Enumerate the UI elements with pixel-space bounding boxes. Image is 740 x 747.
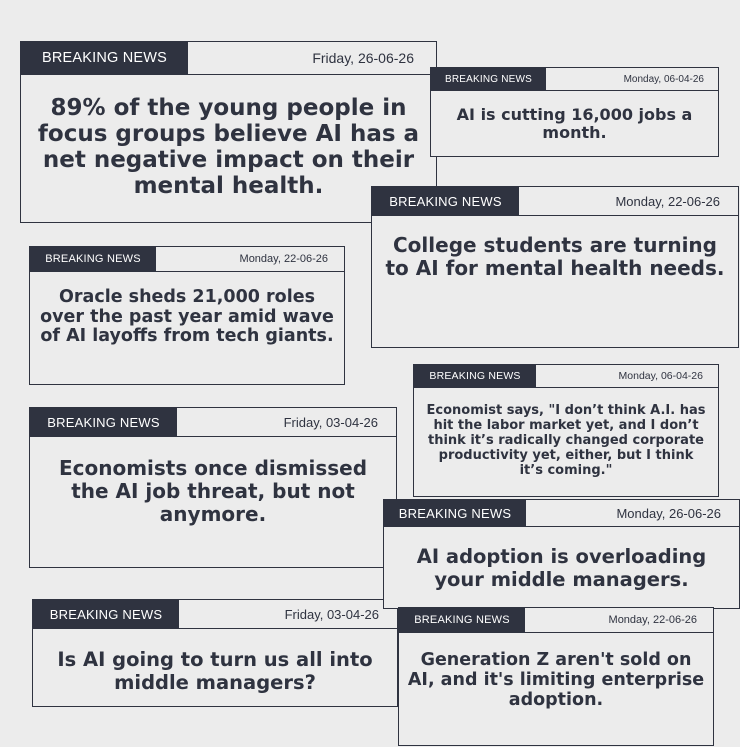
card-date: Monday, 22-06-26 [615,193,720,209]
card-header [384,500,739,527]
card-header [30,247,344,272]
breaking-news-label: BREAKING NEWS [414,365,536,387]
card-header [30,408,396,437]
card-date: Monday, 26-06-26 [616,505,721,521]
card-date: Friday, 03-04-26 [284,606,379,622]
breaking-news-label: BREAKING NEWS [431,68,546,90]
headline: AI adoption is overloading your middle managers. [416,545,707,591]
news-card [413,364,719,497]
card-header [414,365,718,388]
headline: Economists once dismissed the AI job threat, but not anymore. [58,456,368,526]
news-card [383,499,740,609]
card-date: Monday, 22-06-26 [608,614,697,626]
card-date: Monday, 06-04-26 [618,370,703,382]
headline: 89% of the young people in focus groups believe AI has a net negative impact on their mental health. [37,95,420,199]
news-card [398,607,714,746]
card-header [372,187,738,216]
breaking-news-label: BREAKING NEWS [30,247,156,271]
card-header [431,68,718,91]
headline: Is AI going to turn us all into middle managers? [57,648,373,694]
news-card [430,67,719,157]
card-date: Friday, 03-04-26 [283,414,378,430]
news-card [32,599,398,707]
breaking-news-label: BREAKING NEWS [33,600,179,628]
breaking-news-label: BREAKING NEWS [372,187,519,215]
card-header [33,600,397,629]
card-header [399,608,713,633]
breaking-news-label: BREAKING NEWS [384,500,526,526]
card-date: Monday, 06-04-26 [623,73,704,85]
news-card [29,246,345,385]
card-header [21,42,436,75]
breaking-news-label: BREAKING NEWS [21,42,188,74]
headline: College students are turning to AI for mental health needs. [385,233,725,280]
headline: Economist says, "I don’t think A.I. has hit the labor market yet, and I don’t think it’s radically changed corporate productivity yet, either, but I think it’s coming." [426,403,706,478]
breaking-news-label: BREAKING NEWS [399,608,525,632]
headline: AI is cutting 16,000 jobs a month. [456,105,693,142]
news-card [29,407,397,568]
card-date: Monday, 22-06-26 [239,253,328,265]
headline: Generation Z aren't sold on AI, and it's limiting enterprise adoption. [407,650,705,710]
card-date: Friday, 26-06-26 [312,50,414,66]
breaking-news-label: BREAKING NEWS [30,408,177,436]
news-card [371,186,739,348]
headline: Oracle sheds 21,000 roles over the past year amid wave of AI layoffs from tech giants. [40,287,334,346]
